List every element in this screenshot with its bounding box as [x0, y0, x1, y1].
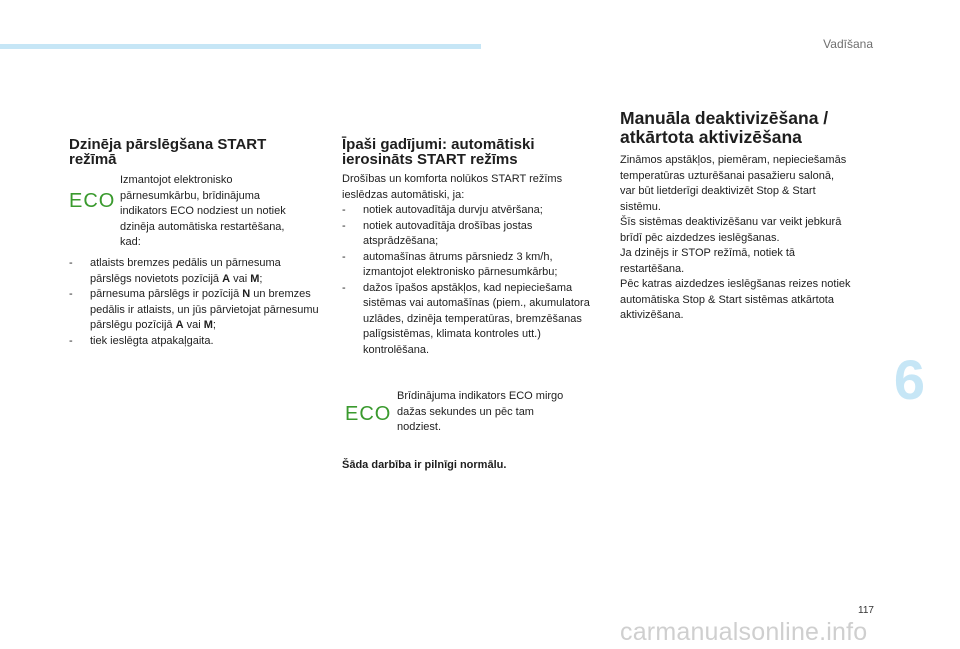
- section-name: Vadīšana: [823, 37, 873, 51]
- list-item: - pārnesuma pārslēgs ir pozīcijā N un bremzes pedālis ir atlaists, un jūs pārvietojat pārnesumu pārslēgu pozīcijā A vai M;: [69, 287, 319, 334]
- eco-indicator-icon: ECO: [69, 190, 116, 212]
- middle-column-title: Īpaši gadījumi: automātiski ierosināts START režīms: [342, 136, 535, 168]
- left-column-title: Dzinēja pārslēgšana START režīmā: [69, 136, 267, 168]
- list-item: - automašīnas ātrums pārsniedz 3 km/h, izmantojot elektronisko pārnesumkārbu;: [342, 250, 604, 281]
- header-accent-bar: [0, 44, 481, 49]
- deactivation-paragraph: Zināmos apstākļos, piemēram, nepieciešamās temperatūras uzturēšanai pasažieru salonā, var būt lietderīgi deaktivizēt Stop & Start sistēmu. Šīs sistēmas deaktivizēšanu var veikt jebkurā brīdī pēc aizdedzes ieslēgšanas. Ja dzinējs ir STOP režīmā, notiek tā restartēšana. Pēc katras aizdedzes ieslēgšanas reizes notiek automātiska Stop & Start sistēmas atkārtota aktivizēšana.: [620, 154, 851, 321]
- list-item: - notiek autovadītāja drošības jostas atsprādzēšana;: [342, 219, 604, 250]
- eco-description: Izmantojot elektronisko pārnesumkārbu, brīdinājuma indikators ECO nodziest un notiek dzinēja automātiska restartēšana, kad:: [120, 174, 286, 248]
- start-conditions-list: [69, 256, 319, 349]
- eco-indicator-icon: ECO: [345, 403, 392, 425]
- list-item: - tiek ieslēgta atpakaļgaita.: [69, 334, 319, 350]
- eco-description: Brīdinājuma indikators ECO mirgo dažas sekundes un pēc tam nodziest.: [397, 390, 564, 433]
- list-item: - dažos īpašos apstākļos, kad nepieciešama sistēmas vai automašīnas (piem., akumulatora uzlādes, dzinēja temperatūras, bremzēšanas palīgsistēmas, klimata kontroles utt.) kontrolēšana.: [342, 281, 604, 359]
- normal-operation-note: Šāda darbība ir pilnīgi normālu.: [342, 459, 507, 471]
- list-item: - atlaists bremzes pedālis un pārnesuma pārslēgs novietots pozīcijā A vai M;: [69, 256, 319, 287]
- chapter-number: 6: [893, 348, 925, 411]
- auto-start-list: [342, 203, 604, 358]
- list-item: - notiek autovadītāja durvju atvēršana;: [342, 203, 604, 219]
- page-number: 117: [858, 605, 874, 616]
- right-column-title: Manuāla deaktivizēšana / atkārtota aktivizēšana: [620, 108, 829, 147]
- middle-intro: Drošības un komforta nolūkos START režīms ieslēdzas automātiski, ja:: [342, 173, 563, 201]
- watermark: carmanualsonline.info: [620, 618, 868, 646]
